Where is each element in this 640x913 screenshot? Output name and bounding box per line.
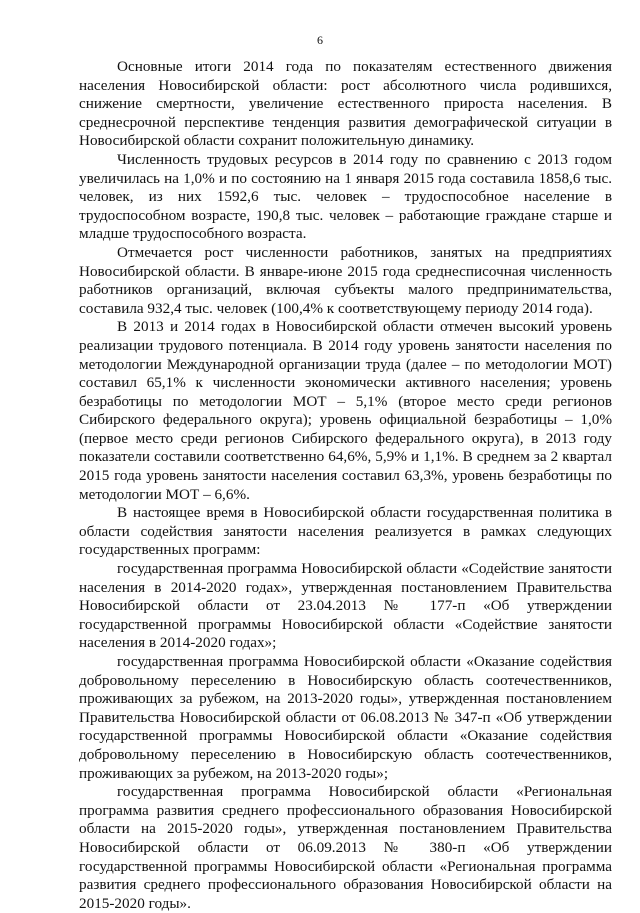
paragraph-demographics: Основные итоги 2014 года по показателям естественного движения населения Новосибирской области: рост абсолютного числа родившихся, снижение смертности, увеличение естественного прироста населения. В среднесрочной перспективе тенденция развития демографической ситуации в Новосибирской области сохранит положительную динамику. — [79, 58, 612, 150]
document-body — [79, 58, 612, 913]
paragraph-state-policy: В настоящее время в Новосибирской области государственная политика в области содействия занятости населения реализуется в рамках следующих государственных программ: — [79, 504, 612, 559]
page-number: 6 — [317, 33, 323, 47]
paragraph-employees-growth: Отмечается рост численности работников, занятых на предприятиях Новосибирской области. В январе-июне 2015 года среднесписочная численность работников организаций, включая субъекты малого предпринимательства, составила 932,4 тыс. человек (100,4% к соответствующему периоду 2014 года). — [79, 243, 612, 317]
paragraph-program-education: государственная программа Новосибирской области «Региональная программа развития среднего профессионального образования Новосибирской области на 2015-2020 годы», утвержденная постановлением Правительства Новосибирской области от 06.09.2013 № 380-п «Об утверждении государственной программы Новосибирской области «Региональная программа развития среднего профессионального образования Новосибирской области на 2015-2020 годы». — [79, 783, 612, 912]
paragraph-program-resettlement: государственная программа Новосибирской области «Оказание содействия добровольному переселению в Новосибирскую область соотечественников, проживающих за рубежом, на 2013-2020 годы», утвержденная постановлением Правительства Новосибирской области от 06.08.2013 № 347-п «Об утверждении государственной программы Новосибирской области «Оказание содействия добровольному переселению в Новосибирскую область соотечественников, проживающих за рубежом, на 2013-2020 годы»; — [79, 653, 612, 782]
paragraph-labor-resources: Численность трудовых ресурсов в 2014 году по сравнению с 2013 годом увеличилась на 1,0% и по состоянию на 1 января 2015 года составила 1858,6 тыс. человек, из них 1592,6 тыс. человек – трудоспособное население в трудоспособном возрасте, 190,8 тыс. человек – работающие граждане старше и младше трудоспособного возраста. — [79, 150, 612, 243]
paragraph-employment-rates: В 2013 и 2014 годах в Новосибирской области отмечен высокий уровень реализации трудового потенциала. В 2014 году уровень занятости населения по методологии Международной организации труда (далее – по методологии МОТ) составил 65,1% к численности экономически активного населения; уровень безработицы по методологии МОТ – 5,1% (второе место среди регионов Сибирского федерального округа); уровень официальной безработицы – 1,0% (первое место среди регионов Сибирского федерального округа), в 2013 году показатели составили соответственно 64,6%, 5,9% и 1,1%. В среднем за 2 квартал 2015 года уровень занятости населения составил 63,3%, уровень безработицы по методологии МОТ – 6,6%. — [79, 318, 612, 503]
paragraph-program-employment: государственная программа Новосибирской области «Содействие занятости населения в 2014-2020 годах», утвержденная постановлением Правительства Новосибирской области от 23.04.2013 № 177-п «Об утверждении государственной программы Новосибирской области «Содействие занятости населения в 2014-2020 годах»; — [79, 560, 612, 652]
